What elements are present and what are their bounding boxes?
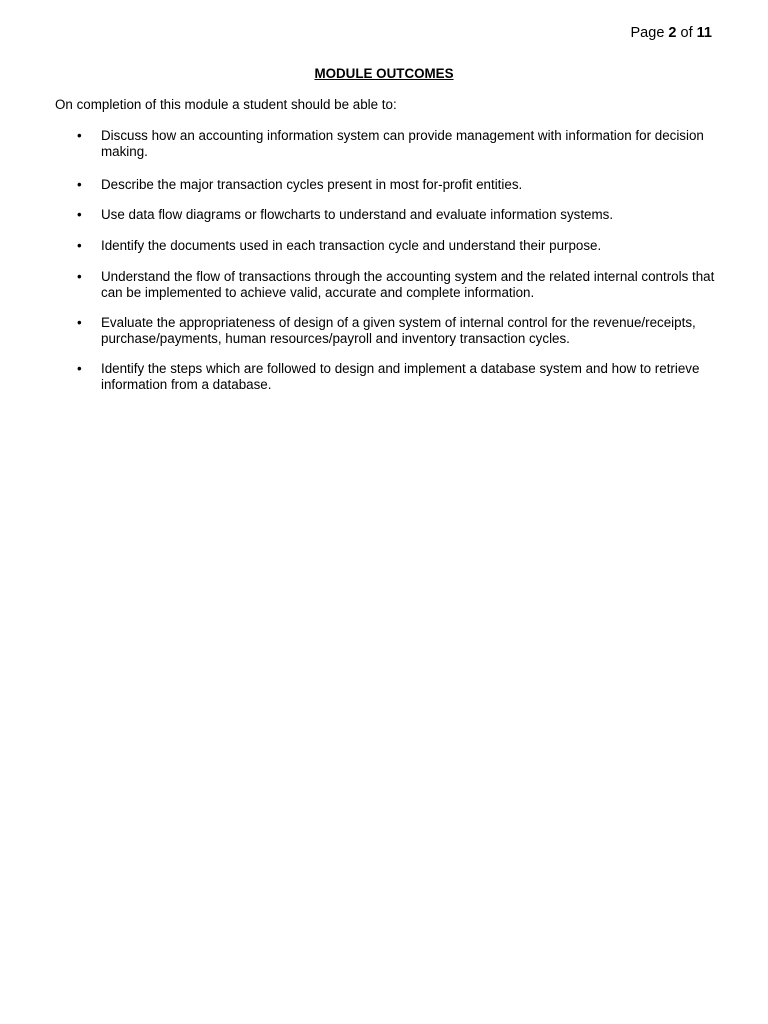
intro-text: On completion of this module a student should be able to:	[55, 97, 397, 112]
bullet-icon: •	[77, 128, 82, 143]
page-number	[631, 25, 712, 41]
bullet-icon: •	[77, 238, 82, 253]
bullet-icon: •	[77, 361, 82, 376]
outcome-text: Identify the documents used in each transaction cycle and understand their purpose.	[101, 238, 602, 253]
outcome-text: Discuss how an accounting information system can provide management with information for decision making.	[101, 128, 704, 159]
bullet-icon: •	[77, 207, 82, 222]
outcome-text: Understand the flow of transactions through the accounting system and the related internal controls that can be implemented to achieve valid, accurate and complete information.	[101, 269, 715, 300]
page-title: MODULE OUTCOMES	[314, 66, 454, 81]
outcome-text: Use data flow diagrams or flowcharts to understand and evaluate information systems.	[101, 207, 614, 222]
outcome-text: Identify the steps which are followed to design and implement a database system and how to retrieve information from a database.	[101, 361, 700, 392]
page-label: Page	[630, 25, 665, 41]
page-total: 11	[696, 25, 712, 41]
bullet-icon: •	[77, 315, 82, 330]
page-current: 2	[668, 25, 677, 41]
outcome-text: Describe the major transaction cycles present in most for-profit entities.	[101, 177, 523, 192]
page-of: of	[680, 25, 693, 41]
bullet-icon: •	[77, 177, 82, 192]
bullet-icon: •	[77, 269, 82, 284]
outcome-text: Evaluate the appropriateness of design of a given system of internal control for the revenue/receipts, purchase/payments, human resources/payroll and inventory transaction cycles.	[101, 315, 696, 346]
